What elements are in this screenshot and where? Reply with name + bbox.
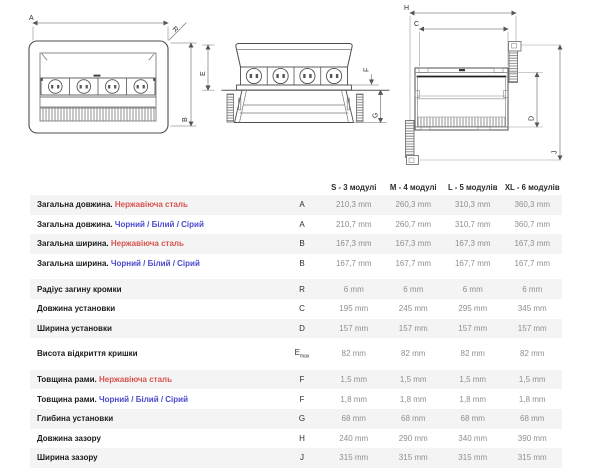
spec-value: 167,3 mm bbox=[514, 239, 551, 249]
spec-label: Загальна довжина. Чорний / Білий / Сірий bbox=[37, 219, 204, 229]
spec-value: 82 mm bbox=[341, 349, 366, 359]
dimension-letter: J bbox=[300, 453, 304, 463]
dimension-f bbox=[352, 68, 379, 85]
spec-value: 1,8 mm bbox=[399, 394, 427, 404]
table-row bbox=[30, 319, 562, 339]
table-row bbox=[30, 279, 562, 299]
spec-value: 315 mm bbox=[398, 453, 428, 463]
column-header: M - 4 модулі bbox=[389, 183, 437, 192]
spec-value: 167,7 mm bbox=[514, 259, 551, 269]
dim-label-b: B bbox=[182, 117, 189, 122]
spec-value: 167,7 mm bbox=[454, 259, 491, 269]
spec-value: 157 mm bbox=[339, 323, 369, 333]
spec-value: 360,7 mm bbox=[514, 219, 551, 229]
spec-value: 82 mm bbox=[460, 349, 485, 359]
spec-label: Глибина установки bbox=[37, 414, 114, 424]
dim-label-e: E bbox=[200, 71, 207, 76]
dimension-b bbox=[171, 43, 196, 126]
spec-value: 310,7 mm bbox=[454, 219, 491, 229]
front-view-drawing bbox=[200, 44, 389, 123]
spec-value: 1,5 mm bbox=[340, 375, 368, 385]
table-row bbox=[30, 389, 562, 409]
dim-label-a: A bbox=[29, 15, 34, 22]
clamp-left bbox=[227, 94, 234, 122]
spec-label-variant: Нержавіюча сталь bbox=[96, 375, 173, 385]
dimension-letter: G bbox=[298, 414, 306, 424]
spec-label: Загальна ширина. Нержавіюча сталь bbox=[37, 239, 184, 249]
dimension-c bbox=[414, 21, 508, 66]
spec-value: 340 mm bbox=[458, 433, 488, 443]
dimension-letter: R bbox=[299, 284, 305, 294]
spec-value: 6 mm bbox=[343, 284, 364, 294]
table-row bbox=[30, 254, 562, 274]
dim-label-h: H bbox=[404, 5, 410, 12]
spec-value: 290 mm bbox=[398, 433, 428, 443]
spec-value: 167,3 mm bbox=[395, 239, 432, 249]
spec-value: 310,3 mm bbox=[454, 200, 491, 210]
spec-value: 82 mm bbox=[520, 349, 545, 359]
top-view-drawing bbox=[29, 15, 196, 133]
spec-label: Висота відкриття кришки bbox=[37, 349, 138, 359]
spec-label-variant: Чорний / Білий / Сірий bbox=[112, 219, 204, 229]
spec-value: 167,3 mm bbox=[454, 239, 491, 249]
spec-value: 345 mm bbox=[517, 304, 547, 314]
spec-table-body bbox=[30, 195, 562, 468]
spec-value: 6 mm bbox=[522, 284, 543, 294]
spec-value: 6 mm bbox=[403, 284, 424, 294]
dimension-letter: F bbox=[299, 394, 305, 404]
spec-label: Радіус загину кромки bbox=[37, 284, 122, 294]
spec-label: Товщина рами. Нержавіюча сталь bbox=[37, 375, 173, 385]
spec-label: Довжина зазору bbox=[37, 433, 101, 443]
spec-value: 245 mm bbox=[398, 304, 428, 314]
spec-value: 1,5 mm bbox=[459, 375, 487, 385]
table-row bbox=[30, 299, 562, 319]
table-row bbox=[30, 448, 562, 468]
spec-value: 1,8 mm bbox=[459, 394, 487, 404]
table-row bbox=[30, 234, 562, 254]
spec-label-variant: Чорний / Білий / Сірий bbox=[108, 259, 200, 269]
spec-value: 390 mm bbox=[517, 433, 547, 443]
dim-label-f: F bbox=[363, 67, 371, 72]
column-header: L - 5 модулів bbox=[447, 183, 498, 192]
vent-grille-side bbox=[418, 117, 506, 127]
table-row bbox=[30, 195, 562, 215]
spec-value: 6 mm bbox=[462, 284, 483, 294]
spec-value: 1,5 mm bbox=[518, 375, 546, 385]
dimension-r bbox=[169, 23, 186, 40]
drawings-svg bbox=[0, 0, 600, 178]
spec-value: 68 mm bbox=[401, 414, 426, 424]
spec-value: 295 mm bbox=[458, 304, 488, 314]
table-row bbox=[30, 215, 562, 235]
spec-label-variant: Нержавіюча сталь bbox=[108, 239, 184, 249]
spec-label: Товщина рами. Чорний / Білий / Сірий bbox=[37, 394, 188, 404]
dim-label-j: J bbox=[551, 150, 559, 154]
side-view-drawing bbox=[404, 5, 560, 165]
dimension-letter: D bbox=[299, 323, 305, 333]
spec-value: 195 mm bbox=[339, 304, 369, 314]
dimension-letter: $E_{max}$ bbox=[294, 348, 310, 360]
dimension-letter: B bbox=[299, 259, 305, 269]
dimension-a bbox=[29, 15, 168, 40]
spec-label-variant: Нержавіюча сталь bbox=[112, 200, 188, 210]
spec-value: 360,3 mm bbox=[514, 200, 551, 210]
dim-label-c: C bbox=[414, 21, 420, 28]
spec-value: 315 mm bbox=[458, 453, 488, 463]
spec-value: 68 mm bbox=[341, 414, 366, 424]
spec-value: 210,3 mm bbox=[335, 200, 372, 210]
dimension-letter: A bbox=[299, 200, 305, 210]
spec-value: 157 mm bbox=[398, 323, 428, 333]
spec-label: Довжина установки bbox=[37, 304, 116, 314]
dim-label-d: D bbox=[528, 115, 536, 121]
spec-value: 68 mm bbox=[520, 414, 545, 424]
dimension-e bbox=[200, 45, 214, 90]
column-header: S - 3 модулі bbox=[331, 183, 377, 192]
spec-value: 1,8 mm bbox=[518, 394, 546, 404]
spec-value: 1,5 mm bbox=[399, 375, 427, 385]
table-row bbox=[30, 344, 562, 364]
spec-value: 68 mm bbox=[460, 414, 485, 424]
table-row bbox=[30, 429, 562, 449]
table-row bbox=[30, 370, 562, 390]
clamp-right bbox=[357, 94, 364, 122]
clamp-bottom-left bbox=[406, 121, 415, 158]
spec-label: Ширина зазору bbox=[37, 453, 98, 463]
spec-value: 260,3 mm bbox=[395, 200, 432, 210]
dimension-letter: C bbox=[299, 304, 305, 314]
spec-value: 167,3 mm bbox=[335, 239, 372, 249]
spec-value: 1,8 mm bbox=[340, 394, 368, 404]
spec-value: 260,7 mm bbox=[395, 219, 432, 229]
spec-table bbox=[30, 181, 562, 468]
spec-label: Загальна довжина. Нержавіюча сталь bbox=[37, 200, 188, 210]
spec-value: 157 mm bbox=[458, 323, 488, 333]
spec-value: 157 mm bbox=[517, 323, 547, 333]
technical-drawings bbox=[0, 0, 600, 178]
spec-label: Ширина установки bbox=[37, 323, 112, 333]
spec-value: 315 mm bbox=[517, 453, 547, 463]
dim-label-r: R bbox=[170, 25, 180, 34]
spec-value: 167,7 mm bbox=[335, 259, 372, 269]
dimension-letter: B bbox=[299, 239, 305, 249]
dimension-letter: F bbox=[299, 375, 305, 385]
header-row bbox=[30, 181, 562, 194]
dimension-letter: A bbox=[299, 219, 305, 229]
table-row bbox=[30, 409, 562, 429]
dimension-letter: H bbox=[299, 433, 305, 443]
spec-value: 210,7 mm bbox=[335, 219, 372, 229]
spec-value: 167,7 mm bbox=[395, 259, 432, 269]
spec-value: 240 mm bbox=[339, 433, 369, 443]
spec-label: Загальна ширина. Чорний / Білий / Сірий bbox=[37, 259, 200, 269]
spec-label-variant: Чорний / Білий / Сірий bbox=[96, 394, 188, 404]
spec-value: 315 mm bbox=[339, 453, 369, 463]
dim-label-g: G bbox=[372, 112, 380, 118]
spec-value: 82 mm bbox=[401, 349, 426, 359]
column-header: XL - 6 модулів bbox=[504, 183, 560, 192]
vent-grille bbox=[40, 108, 156, 121]
